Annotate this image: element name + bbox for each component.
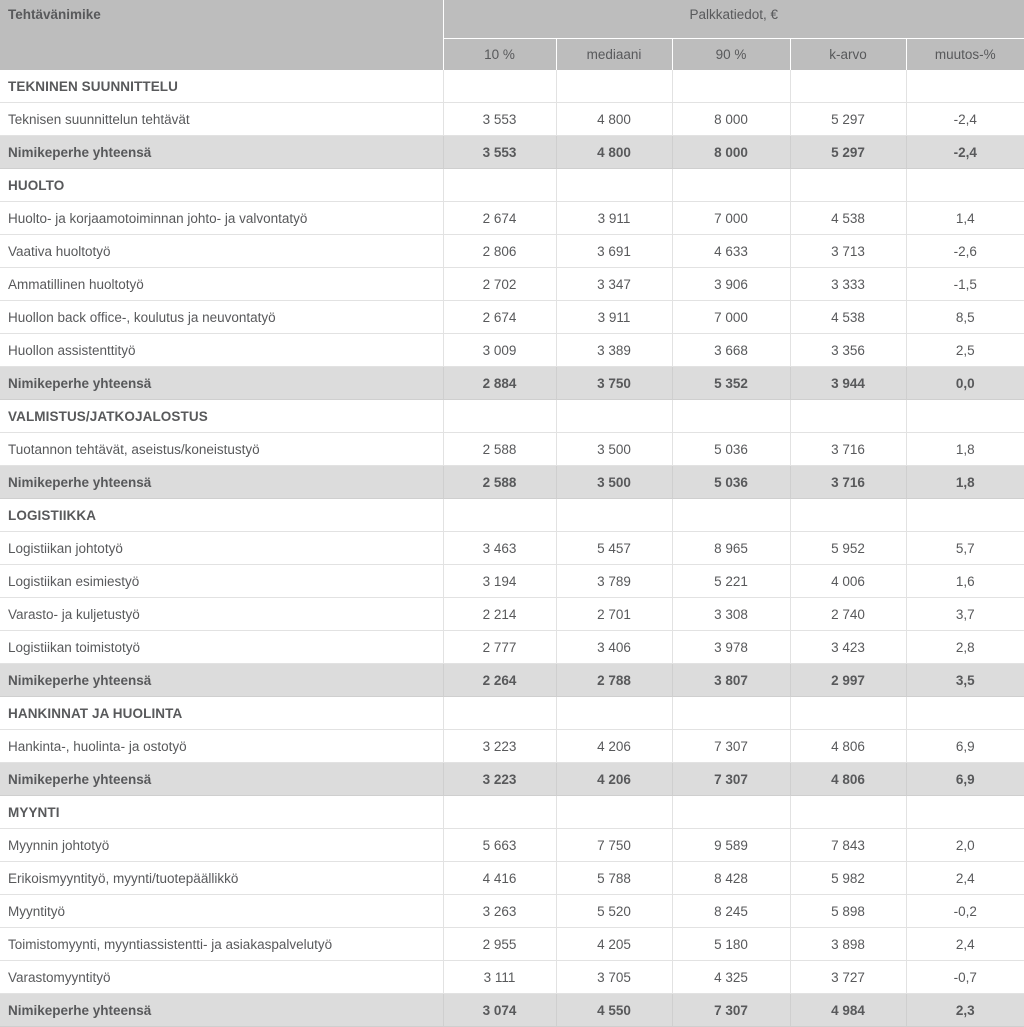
table-row xyxy=(0,433,1024,466)
cell-median: 4 206 xyxy=(556,763,672,796)
cell-median xyxy=(556,169,672,202)
cell-change: 1,8 xyxy=(906,466,1024,499)
cell-p10: 3 263 xyxy=(443,895,556,928)
cell-median: 4 800 xyxy=(556,136,672,169)
cell-change: 6,9 xyxy=(906,730,1024,763)
cell-median: 4 206 xyxy=(556,730,672,763)
cell-p10 xyxy=(443,499,556,532)
cell-p10: 3 194 xyxy=(443,565,556,598)
cell-p90: 8 428 xyxy=(672,862,790,895)
cell-average: 4 538 xyxy=(790,301,906,334)
cell-p90: 7 307 xyxy=(672,730,790,763)
subtotal-row xyxy=(0,367,1024,400)
cell-p10: 3 111 xyxy=(443,961,556,994)
cell-p90 xyxy=(672,169,790,202)
table-row xyxy=(0,928,1024,961)
cell-median xyxy=(556,697,672,730)
table-row xyxy=(0,532,1024,565)
cell-change xyxy=(906,499,1024,532)
cell-p10 xyxy=(443,697,556,730)
row-label: Nimikeperhe yhteensä xyxy=(0,466,443,499)
cell-p10: 3 553 xyxy=(443,136,556,169)
cell-average xyxy=(790,169,906,202)
cell-average: 2 740 xyxy=(790,598,906,631)
row-label: Hankinta-, huolinta- ja ostotyö xyxy=(0,730,443,763)
table-row xyxy=(0,730,1024,763)
cell-p90 xyxy=(672,400,790,433)
cell-p10: 3 463 xyxy=(443,532,556,565)
cell-change: 2,4 xyxy=(906,928,1024,961)
cell-p90: 5 352 xyxy=(672,367,790,400)
cell-median: 4 550 xyxy=(556,994,672,1027)
cell-p10 xyxy=(443,169,556,202)
section-header-row xyxy=(0,697,1024,730)
cell-change xyxy=(906,796,1024,829)
cell-p10: 3 074 xyxy=(443,994,556,1027)
cell-change xyxy=(906,400,1024,433)
column-header-tehtavanimike: Tehtävänimike xyxy=(0,0,443,70)
row-label: Ammatillinen huoltotyö xyxy=(0,268,443,301)
cell-p90: 7 307 xyxy=(672,994,790,1027)
cell-change: 2,4 xyxy=(906,862,1024,895)
column-header-muutos: muutos-% xyxy=(906,39,1024,71)
cell-average: 4 984 xyxy=(790,994,906,1027)
cell-p90 xyxy=(672,697,790,730)
cell-change: 2,8 xyxy=(906,631,1024,664)
subtotal-row xyxy=(0,136,1024,169)
cell-median: 3 500 xyxy=(556,466,672,499)
subtotal-row xyxy=(0,994,1024,1027)
row-label: HUOLTO xyxy=(0,169,443,202)
cell-average: 7 843 xyxy=(790,829,906,862)
cell-change: 1,4 xyxy=(906,202,1024,235)
cell-p90: 8 965 xyxy=(672,532,790,565)
row-label: Huollon assistenttityö xyxy=(0,334,443,367)
table-header xyxy=(0,0,1024,70)
column-group-header-palkkatiedot: Palkkatiedot, € xyxy=(443,0,1024,39)
row-label: Huolto- ja korjaamotoiminnan johto- ja valvontatyö xyxy=(0,202,443,235)
cell-change xyxy=(906,697,1024,730)
cell-p90: 4 633 xyxy=(672,235,790,268)
table-row xyxy=(0,235,1024,268)
row-label: Vaativa huoltotyö xyxy=(0,235,443,268)
cell-p90 xyxy=(672,499,790,532)
cell-median: 3 789 xyxy=(556,565,672,598)
row-label: VALMISTUS/JATKOJALOSTUS xyxy=(0,400,443,433)
row-label: Myyntityö xyxy=(0,895,443,928)
section-header-row xyxy=(0,70,1024,103)
column-header-mediaani: mediaani xyxy=(556,39,672,71)
cell-change: 8,5 xyxy=(906,301,1024,334)
cell-p90: 3 906 xyxy=(672,268,790,301)
cell-median: 5 520 xyxy=(556,895,672,928)
cell-change: -0,2 xyxy=(906,895,1024,928)
row-label: Nimikeperhe yhteensä xyxy=(0,367,443,400)
row-label: Varastomyyntityö xyxy=(0,961,443,994)
cell-p90: 3 308 xyxy=(672,598,790,631)
cell-p10: 2 588 xyxy=(443,433,556,466)
row-label: Huollon back office-, koulutus ja neuvontatyö xyxy=(0,301,443,334)
cell-average xyxy=(790,499,906,532)
cell-average: 3 944 xyxy=(790,367,906,400)
cell-change: -0,7 xyxy=(906,961,1024,994)
cell-p10: 3 553 xyxy=(443,103,556,136)
cell-p90: 3 668 xyxy=(672,334,790,367)
row-label: HANKINNAT JA HUOLINTA xyxy=(0,697,443,730)
cell-p10: 2 214 xyxy=(443,598,556,631)
row-label: Nimikeperhe yhteensä xyxy=(0,664,443,697)
row-label: Logistiikan toimistotyö xyxy=(0,631,443,664)
row-label: Nimikeperhe yhteensä xyxy=(0,994,443,1027)
cell-average: 3 727 xyxy=(790,961,906,994)
row-label: Myynnin johtotyö xyxy=(0,829,443,862)
cell-change: 2,0 xyxy=(906,829,1024,862)
cell-change: 0,0 xyxy=(906,367,1024,400)
cell-p10: 2 955 xyxy=(443,928,556,961)
cell-p90: 4 325 xyxy=(672,961,790,994)
cell-median xyxy=(556,400,672,433)
cell-p10 xyxy=(443,796,556,829)
section-header-row xyxy=(0,796,1024,829)
cell-median: 3 911 xyxy=(556,202,672,235)
row-label: Teknisen suunnittelun tehtävät xyxy=(0,103,443,136)
cell-average: 5 982 xyxy=(790,862,906,895)
column-header-p90: 90 % xyxy=(672,39,790,71)
row-label: Nimikeperhe yhteensä xyxy=(0,136,443,169)
cell-average: 4 806 xyxy=(790,763,906,796)
row-label: Erikoismyyntityö, myynti/tuotepäällikkö xyxy=(0,862,443,895)
cell-median: 3 347 xyxy=(556,268,672,301)
cell-p90: 5 036 xyxy=(672,466,790,499)
row-label: Varasto- ja kuljetustyö xyxy=(0,598,443,631)
row-label: LOGISTIIKKA xyxy=(0,499,443,532)
cell-median: 3 500 xyxy=(556,433,672,466)
cell-p90 xyxy=(672,796,790,829)
cell-median: 3 691 xyxy=(556,235,672,268)
cell-average: 4 806 xyxy=(790,730,906,763)
cell-change: 5,7 xyxy=(906,532,1024,565)
cell-change: 3,7 xyxy=(906,598,1024,631)
cell-p10 xyxy=(443,70,556,103)
row-label: Logistiikan esimiestyö xyxy=(0,565,443,598)
cell-p10: 2 674 xyxy=(443,301,556,334)
cell-median: 7 750 xyxy=(556,829,672,862)
table-row xyxy=(0,862,1024,895)
cell-average: 3 356 xyxy=(790,334,906,367)
cell-change: 2,3 xyxy=(906,994,1024,1027)
table-row xyxy=(0,565,1024,598)
cell-p90: 8 000 xyxy=(672,136,790,169)
cell-median: 5 457 xyxy=(556,532,672,565)
cell-p10: 2 702 xyxy=(443,268,556,301)
cell-change: -2,6 xyxy=(906,235,1024,268)
row-label: Logistiikan johtotyö xyxy=(0,532,443,565)
cell-p10 xyxy=(443,400,556,433)
cell-average xyxy=(790,697,906,730)
table-row xyxy=(0,334,1024,367)
column-header-p10: 10 % xyxy=(443,39,556,71)
cell-change: 2,5 xyxy=(906,334,1024,367)
cell-average: 3 423 xyxy=(790,631,906,664)
cell-change: 1,8 xyxy=(906,433,1024,466)
cell-p10: 2 806 xyxy=(443,235,556,268)
cell-median: 5 788 xyxy=(556,862,672,895)
cell-p90: 5 180 xyxy=(672,928,790,961)
cell-average: 5 898 xyxy=(790,895,906,928)
subtotal-row xyxy=(0,664,1024,697)
cell-median: 3 705 xyxy=(556,961,672,994)
cell-median: 3 911 xyxy=(556,301,672,334)
table-row xyxy=(0,202,1024,235)
cell-average: 3 713 xyxy=(790,235,906,268)
cell-average xyxy=(790,796,906,829)
cell-p10: 2 777 xyxy=(443,631,556,664)
cell-p90: 5 036 xyxy=(672,433,790,466)
row-label: TEKNINEN SUUNNITTELU xyxy=(0,70,443,103)
cell-p10: 2 884 xyxy=(443,367,556,400)
cell-average xyxy=(790,70,906,103)
cell-average: 3 333 xyxy=(790,268,906,301)
cell-p10: 2 588 xyxy=(443,466,556,499)
cell-average: 4 006 xyxy=(790,565,906,598)
table-row xyxy=(0,301,1024,334)
cell-average xyxy=(790,400,906,433)
section-header-row xyxy=(0,400,1024,433)
table-row xyxy=(0,631,1024,664)
cell-change xyxy=(906,70,1024,103)
row-label: Tuotannon tehtävät, aseistus/koneistustyö xyxy=(0,433,443,466)
cell-median: 4 800 xyxy=(556,103,672,136)
cell-p90: 9 589 xyxy=(672,829,790,862)
cell-average: 4 538 xyxy=(790,202,906,235)
section-header-row xyxy=(0,169,1024,202)
cell-median: 3 750 xyxy=(556,367,672,400)
table-body xyxy=(0,70,1024,1027)
cell-p10: 3 009 xyxy=(443,334,556,367)
cell-p90: 3 807 xyxy=(672,664,790,697)
cell-change: -1,5 xyxy=(906,268,1024,301)
cell-change: 1,6 xyxy=(906,565,1024,598)
cell-p10: 2 264 xyxy=(443,664,556,697)
table-row xyxy=(0,598,1024,631)
section-header-row xyxy=(0,499,1024,532)
cell-change xyxy=(906,169,1024,202)
cell-median xyxy=(556,70,672,103)
cell-p10: 2 674 xyxy=(443,202,556,235)
table-row xyxy=(0,829,1024,862)
cell-p10: 3 223 xyxy=(443,730,556,763)
table-row xyxy=(0,103,1024,136)
cell-p10: 5 663 xyxy=(443,829,556,862)
cell-median xyxy=(556,499,672,532)
table-row xyxy=(0,961,1024,994)
cell-median: 3 389 xyxy=(556,334,672,367)
cell-p10: 3 223 xyxy=(443,763,556,796)
cell-median xyxy=(556,796,672,829)
cell-change: 6,9 xyxy=(906,763,1024,796)
row-label: MYYNTI xyxy=(0,796,443,829)
cell-p90: 3 978 xyxy=(672,631,790,664)
subtotal-row xyxy=(0,466,1024,499)
subtotal-row xyxy=(0,763,1024,796)
cell-average: 5 297 xyxy=(790,103,906,136)
cell-average: 2 997 xyxy=(790,664,906,697)
cell-median: 3 406 xyxy=(556,631,672,664)
cell-average: 3 898 xyxy=(790,928,906,961)
cell-p90 xyxy=(672,70,790,103)
cell-p90: 8 000 xyxy=(672,103,790,136)
header-row-group xyxy=(0,0,1024,39)
cell-p90: 5 221 xyxy=(672,565,790,598)
cell-average: 3 716 xyxy=(790,466,906,499)
cell-change: -2,4 xyxy=(906,103,1024,136)
cell-average: 3 716 xyxy=(790,433,906,466)
row-label: Nimikeperhe yhteensä xyxy=(0,763,443,796)
cell-p10: 4 416 xyxy=(443,862,556,895)
cell-change: -2,4 xyxy=(906,136,1024,169)
row-label: Toimistomyynti, myyntiassistentti- ja asiakaspalvelutyö xyxy=(0,928,443,961)
cell-p90: 7 307 xyxy=(672,763,790,796)
cell-p90: 7 000 xyxy=(672,202,790,235)
cell-median: 2 788 xyxy=(556,664,672,697)
cell-average: 5 297 xyxy=(790,136,906,169)
cell-median: 4 205 xyxy=(556,928,672,961)
column-header-k-arvo: k-arvo xyxy=(790,39,906,71)
cell-p90: 7 000 xyxy=(672,301,790,334)
cell-average: 5 952 xyxy=(790,532,906,565)
cell-p90: 8 245 xyxy=(672,895,790,928)
table-row xyxy=(0,268,1024,301)
cell-median: 2 701 xyxy=(556,598,672,631)
cell-change: 3,5 xyxy=(906,664,1024,697)
table-row xyxy=(0,895,1024,928)
